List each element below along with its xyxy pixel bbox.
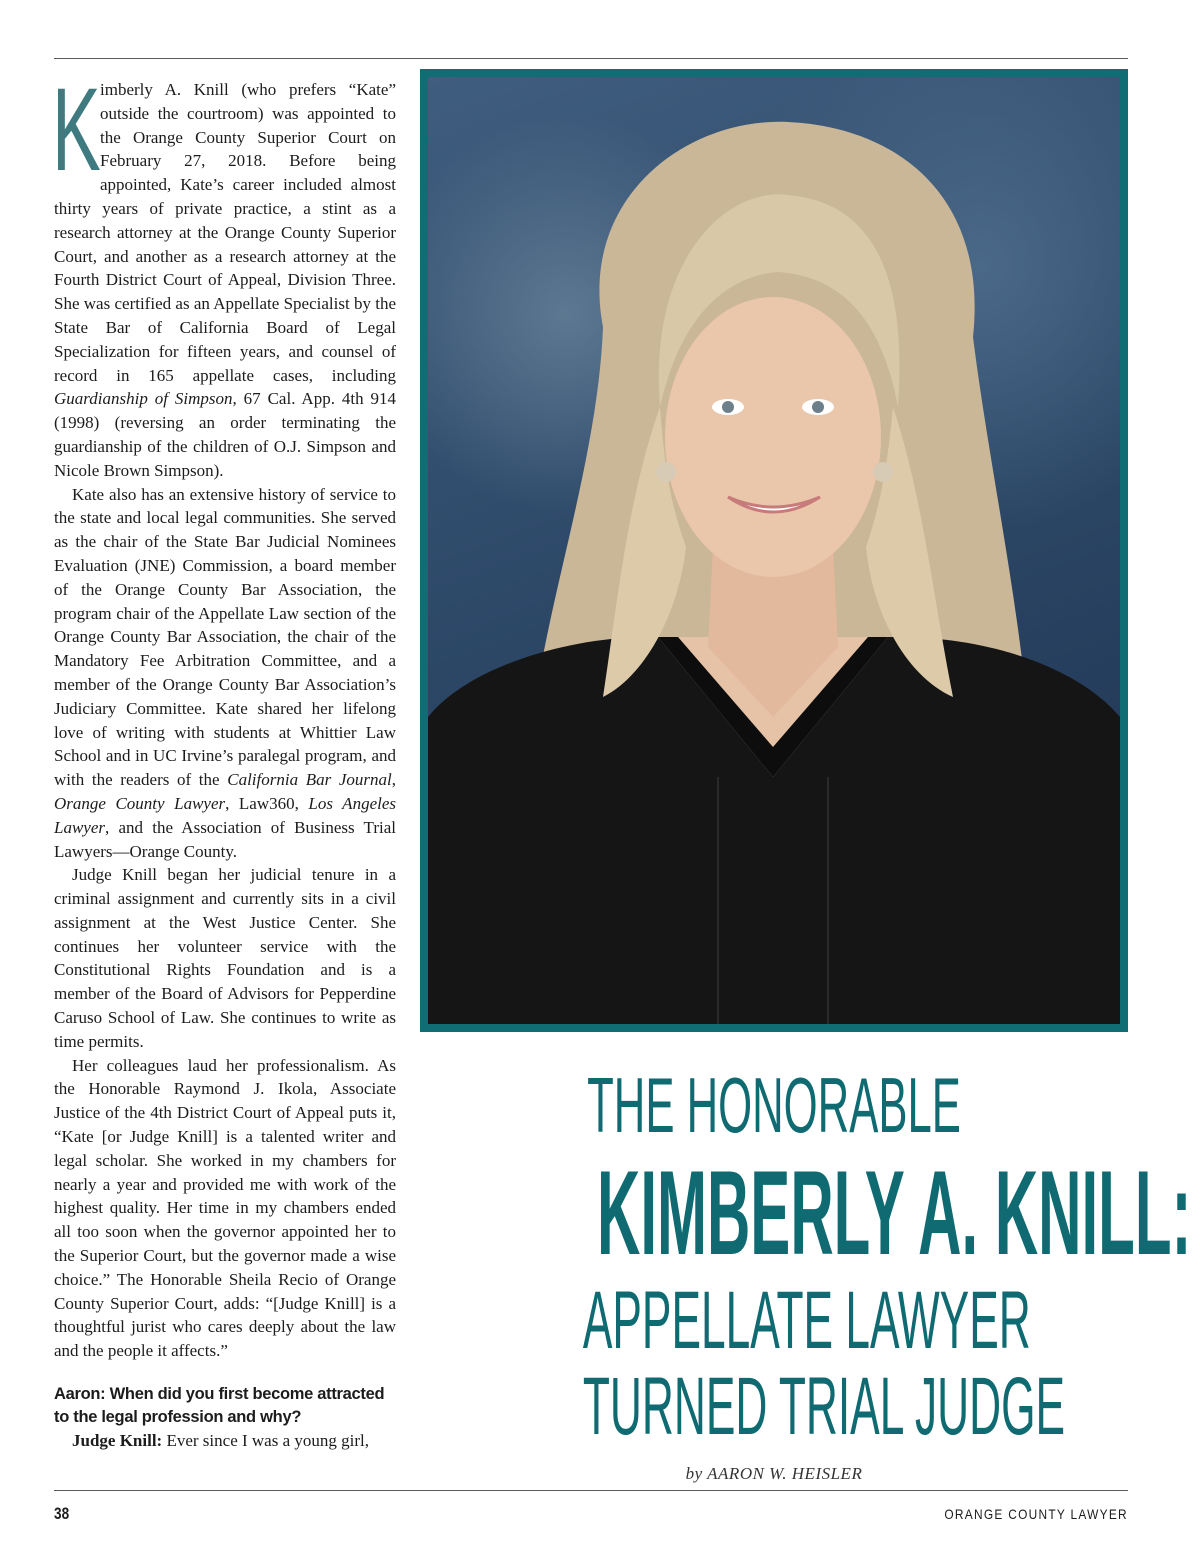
- article-paragraph-2: Kate also has an extensive history of service to the state and local legal communities. She served as the chair of the State Bar Judicial Nominees Evaluation (JNE) Commission, a board member of the Orange County Bar Association, the program chair of the Appellate Law section of the Orange County Bar Association, the chair of the Mandatory Fee Arbitration Committee, and a member of the Orange County Bar Association’s Judiciary Committee. Kate shared her lifelong love of writing with students at Whittier Law School and in UC Irvine’s paralegal program, and with the readers of the California Bar Journal, Orange County Lawyer, Law360, Los Angeles Lawyer, and the Association of Business Trial Lawyers—Orange County.: [54, 484, 397, 861]
- article-paragraph-3: Judge Knill began her judicial tenure in a criminal assignment and currently sits in a civil assignment at the West Justice Center. She continues her volunteer service with the Constitutional Rights Foundation and is a member of the Board of Advisors for Pepperdine Caruso School of Law. She continues to write as time permits.: [54, 865, 396, 1051]
- headline-line-1: THE HONORABLE: [587, 1061, 961, 1149]
- interview-question: Aaron: When did you first become attracted to the legal profession and why?: [54, 1385, 385, 1427]
- headline-line-3: APPELLATE LAWYER: [582, 1275, 1031, 1366]
- bottom-rule: [54, 1490, 1128, 1491]
- interview-answer: Judge Knill: Ever since I was a young girl,: [72, 1431, 369, 1451]
- drop-cap: K: [52, 64, 101, 196]
- article-column: [52, 64, 397, 1453]
- headline-line-4: TURNED TRIAL JUDGE: [582, 1361, 1066, 1452]
- article-paragraph-4: Her colleagues laud her professionalism. As the Honorable Raymond J. Ikola, Associate Justice of the 4th District Court of Appeal puts it, “Kate [or Judge Knill] is a talented writer and legal scholar. She worked in my chambers for nearly a year and provided me with work of the highest quality. Her time in my chambers ended all too soon when the governor appointed her to the Superior Court, but the governor made a wise choice.” The Honorable Sheila Recio of Orange County Superior Court, adds: “[Judge Knill] is a thoughtful jurist who cares deeply about the law and the people it affects.”: [54, 1055, 396, 1361]
- portrait-illustration: [428, 77, 1120, 1024]
- case-citation: Guardianship of Simpson: [54, 389, 233, 409]
- byline: by AARON W. HEISLER: [685, 1464, 863, 1483]
- page-number: 38: [54, 1504, 70, 1523]
- headline-line-2: KIMBERLY A. KNILL:: [597, 1146, 1192, 1280]
- article-paragraph-1: Kimberly A. Knill (who prefers “Kate” outside the courtroom) was appointed to the Orange County Superior Court on February 27, 2018. Before being appointed, Kate’s career included almost thirty years of private practice, a stint as a research attorney at the Orange County Superior Court, and another as a research attorney at the Fourth District Court of Appeal, Division Three. She was certified as an Appellate Specialist by the State Bar of California Board of Legal Specialization for fifteen years, and counsel of record in 165 appellate cases, including Guardianship of Simpson, 67 Cal. App. 4th 914 (1998) (reversing an order terminating the guardianship of the children of O.J. Simpson and Nicole Brown Simpson).: [52, 64, 396, 480]
- portrait-photo: [428, 77, 1120, 1024]
- top-rule: [54, 58, 1128, 59]
- portrait-frame: [420, 69, 1128, 1032]
- publication-name: ORANGE COUNTY LAWYER: [944, 1506, 1128, 1522]
